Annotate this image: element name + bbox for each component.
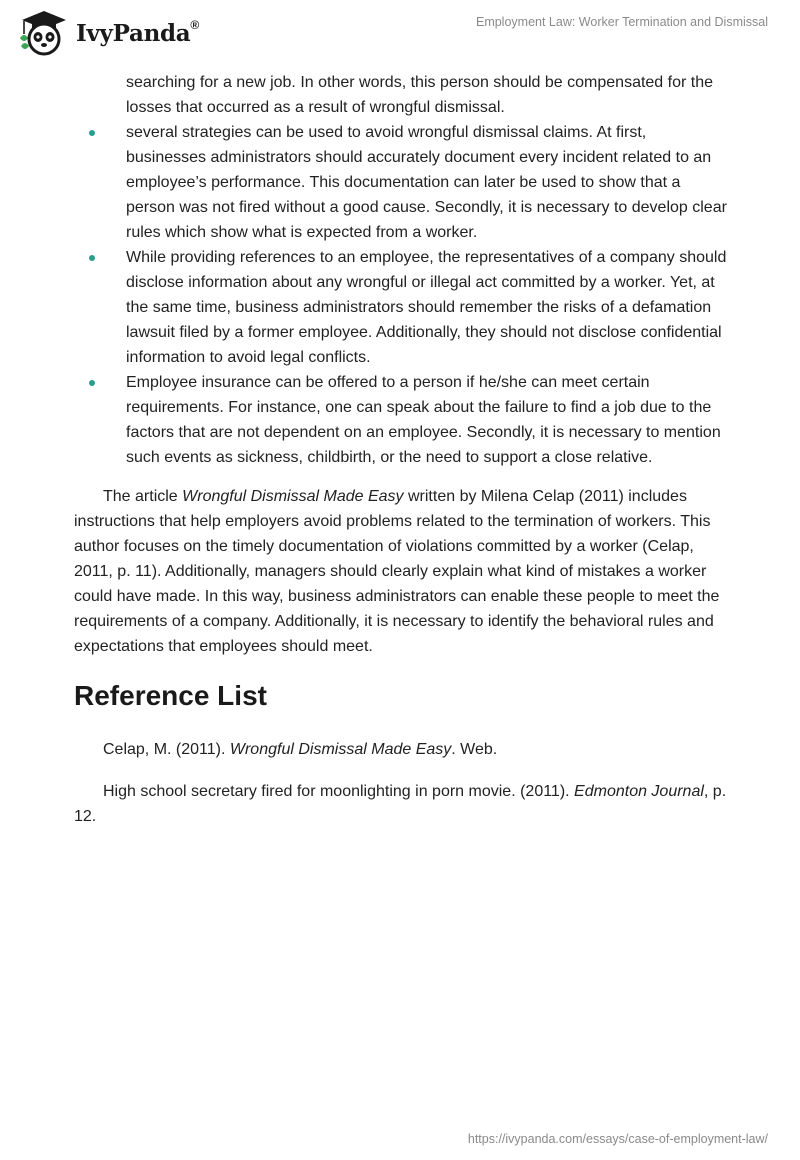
reference-entry: High school secretary fired for moonlighting in porn movie. (2011). Edmonton Journal, p. 12. (74, 783, 727, 825)
bullet-list (74, 120, 728, 470)
list-item: While providing references to an employee, the representatives of a company should disclose information about any wrongful or illegal act committed by a worker. Yet, at the same time, business administrators should remember the risks of a defamation lawsuit filed by a former employee. Additionally, they should not disclose confidential information to avoid legal conflicts. (74, 245, 728, 370)
reference-list-heading: Reference List (74, 680, 267, 711)
reference-entry: Celap, M. (2011). Wrongful Dismissal Made Easy. Web. (103, 741, 498, 758)
document-body (74, 70, 728, 829)
bullet-dot-icon (89, 380, 95, 386)
panda-mortarboard-icon (14, 8, 70, 56)
bullet-dot-icon (89, 255, 95, 261)
page-header (0, 0, 800, 64)
continuation-text: searching for a new job. In other words, this person should be compensated for the losses that occurred as a result of wrongful dismissal. (126, 74, 714, 116)
list-item: several strategies can be used to avoid wrongful dismissal claims. At first, businesses administrators should accurately document every incident related to an employee’s performance. This documentation can later be used to show that a person was not fired without a good cause. Secondly, it is necessary to develop clear rules which show what is expected from a worker. (74, 120, 728, 245)
document-title: Employment Law: Worker Termination and Dismissal (475, 15, 768, 29)
source-url-link[interactable]: https://ivypanda.com/essays/case-of-employment-law/ (467, 1132, 768, 1146)
bullet-dot-icon (89, 130, 95, 136)
body-paragraph: The article Wrongful Dismissal Made Easy written by Milena Celap (2011) includes instructions that help employers avoid problems related to the termination of workers. This author focuses on the timely documentation of violations committed by a worker (Celap, 2011, p. 11). Additionally, managers should clearly explain what kind of mistakes a worker could have made. In this way, business administrators can enable these people to meet the requirements of a company. Additionally, it is necessary to identify the behavioral rules and expectations that employees should meet. (74, 488, 720, 655)
list-item: Employee insurance can be offered to a person if he/she can meet certain requirements. For instance, one can speak about the failure to find a job due to the factors that are not dependent on an employee. Secondly, it is necessary to mention such events as sickness, childbirth, or the need to support a close relative. (74, 370, 728, 470)
ivypanda-logo[interactable] (14, 8, 199, 56)
logo-wordmark: IvyPanda® (76, 17, 199, 47)
